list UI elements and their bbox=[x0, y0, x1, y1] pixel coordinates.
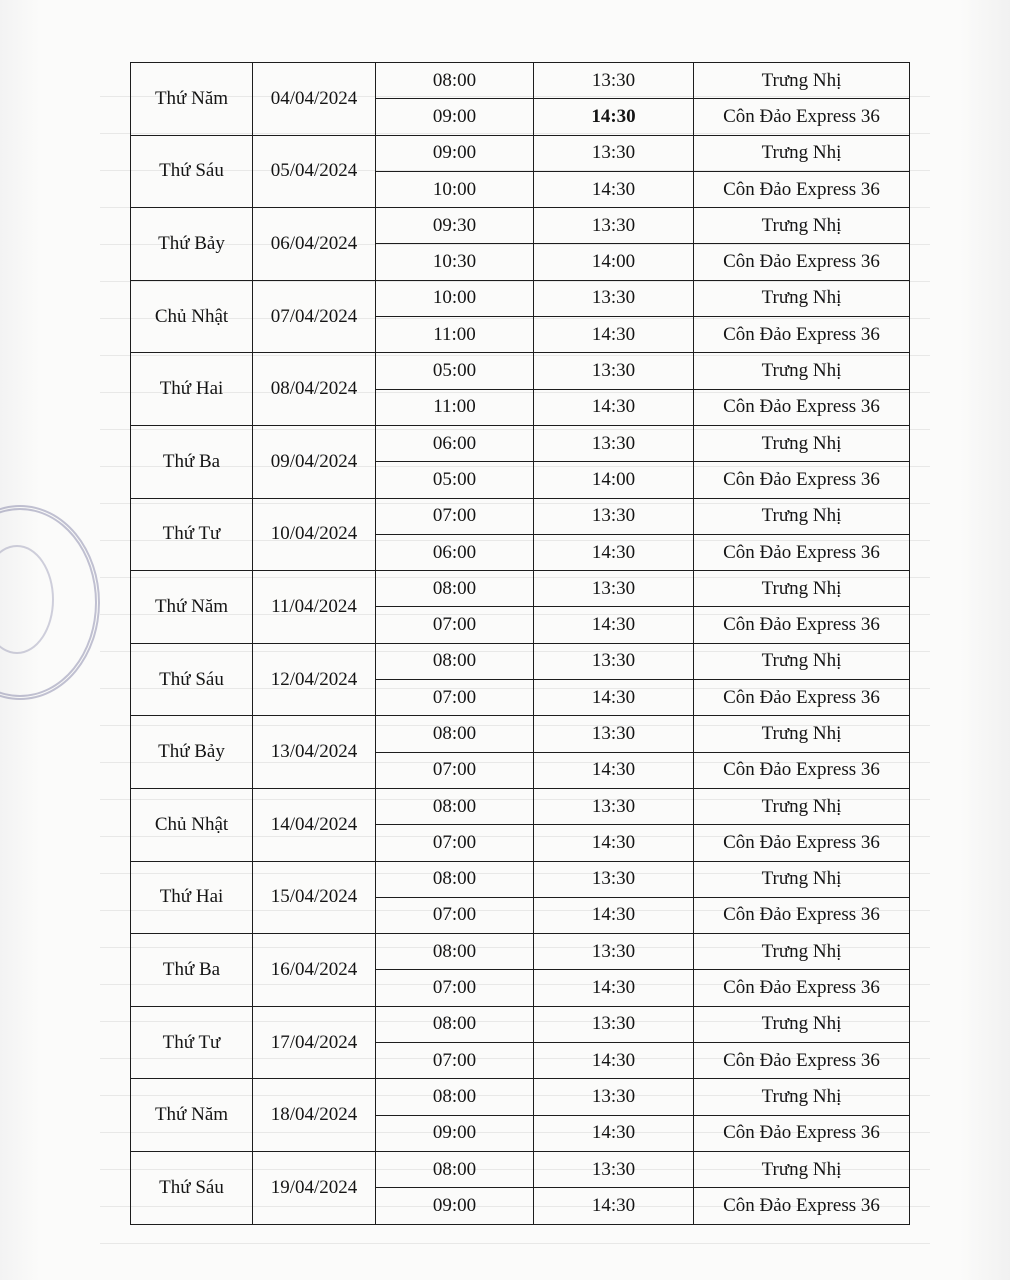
departure-time-cell: 09:30 bbox=[376, 208, 534, 244]
ship-name-cell: Trưng Nhị bbox=[694, 1079, 910, 1115]
day-of-week-cell: Thứ Hai bbox=[131, 861, 253, 934]
day-of-week-cell: Thứ Bảy bbox=[131, 208, 253, 281]
ship-name-cell: Côn Đảo Express 36 bbox=[694, 1043, 910, 1079]
table-row bbox=[131, 208, 910, 244]
day-of-week-cell: Thứ Hai bbox=[131, 353, 253, 426]
day-of-week-cell: Thứ Ba bbox=[131, 934, 253, 1007]
return-time-cell: 14:30 bbox=[534, 1115, 694, 1151]
return-time-cell: 14:30 bbox=[534, 1043, 694, 1079]
ship-name-cell: Trưng Nhị bbox=[694, 208, 910, 244]
table-row bbox=[131, 425, 910, 461]
ship-name-cell: Trưng Nhị bbox=[694, 353, 910, 389]
departure-time-cell: 07:00 bbox=[376, 607, 534, 643]
ship-name-cell: Côn Đảo Express 36 bbox=[694, 897, 910, 933]
return-time-cell: 13:30 bbox=[534, 571, 694, 607]
departure-time-cell: 05:00 bbox=[376, 462, 534, 498]
return-time-cell: 13:30 bbox=[534, 353, 694, 389]
ship-name-cell: Côn Đảo Express 36 bbox=[694, 462, 910, 498]
day-of-week-cell: Thứ Bảy bbox=[131, 716, 253, 789]
departure-time-cell: 08:00 bbox=[376, 1006, 534, 1042]
return-time-cell: 13:30 bbox=[534, 643, 694, 679]
table-row bbox=[131, 63, 910, 99]
day-of-week-cell: Chủ Nhật bbox=[131, 280, 253, 353]
day-of-week-cell: Thứ Ba bbox=[131, 425, 253, 498]
day-of-week-cell: Thứ Sáu bbox=[131, 1151, 253, 1224]
date-cell: 14/04/2024 bbox=[253, 788, 376, 861]
date-cell: 08/04/2024 bbox=[253, 353, 376, 426]
return-time-cell: 13:30 bbox=[534, 498, 694, 534]
day-of-week-cell: Thứ Năm bbox=[131, 571, 253, 644]
day-of-week-cell: Thứ Sáu bbox=[131, 135, 253, 208]
ship-name-cell: Côn Đảo Express 36 bbox=[694, 99, 910, 135]
date-cell: 11/04/2024 bbox=[253, 571, 376, 644]
date-cell: 04/04/2024 bbox=[253, 63, 376, 136]
return-time-cell: 14:00 bbox=[534, 244, 694, 280]
table-row bbox=[131, 353, 910, 389]
date-cell: 13/04/2024 bbox=[253, 716, 376, 789]
ship-name-cell: Trưng Nhị bbox=[694, 643, 910, 679]
return-time-cell: 13:30 bbox=[534, 716, 694, 752]
return-time-cell: 14:30 bbox=[534, 99, 694, 135]
ship-name-cell: Côn Đảo Express 36 bbox=[694, 389, 910, 425]
departure-time-cell: 07:00 bbox=[376, 970, 534, 1006]
return-time-cell: 14:30 bbox=[534, 389, 694, 425]
ship-name-cell: Trưng Nhị bbox=[694, 716, 910, 752]
table-row bbox=[131, 643, 910, 679]
departure-time-cell: 08:00 bbox=[376, 1151, 534, 1187]
departure-time-cell: 07:00 bbox=[376, 1043, 534, 1079]
return-time-cell: 13:30 bbox=[534, 208, 694, 244]
return-time-cell: 14:30 bbox=[534, 534, 694, 570]
ship-name-cell: Côn Đảo Express 36 bbox=[694, 1115, 910, 1151]
ship-name-cell: Côn Đảo Express 36 bbox=[694, 752, 910, 788]
return-time-cell: 13:30 bbox=[534, 63, 694, 99]
return-time-cell: 13:30 bbox=[534, 135, 694, 171]
table-row bbox=[131, 788, 910, 824]
day-of-week-cell: Thứ Năm bbox=[131, 63, 253, 136]
departure-time-cell: 11:00 bbox=[376, 317, 534, 353]
table-row bbox=[131, 861, 910, 897]
ship-name-cell: Côn Đảo Express 36 bbox=[694, 607, 910, 643]
return-time-cell: 14:30 bbox=[534, 752, 694, 788]
departure-time-cell: 08:00 bbox=[376, 63, 534, 99]
departure-time-cell: 09:00 bbox=[376, 135, 534, 171]
day-of-week-cell: Chủ Nhật bbox=[131, 788, 253, 861]
departure-time-cell: 07:00 bbox=[376, 752, 534, 788]
departure-time-cell: 07:00 bbox=[376, 825, 534, 861]
table-row bbox=[131, 1151, 910, 1187]
ship-name-cell: Trưng Nhị bbox=[694, 63, 910, 99]
departure-time-cell: 08:00 bbox=[376, 788, 534, 824]
ship-name-cell: Trưng Nhị bbox=[694, 934, 910, 970]
day-of-week-cell: Thứ Sáu bbox=[131, 643, 253, 716]
return-time-cell: 13:30 bbox=[534, 1151, 694, 1187]
date-cell: 15/04/2024 bbox=[253, 861, 376, 934]
return-time-cell: 14:30 bbox=[534, 1188, 694, 1224]
ship-name-cell: Côn Đảo Express 36 bbox=[694, 970, 910, 1006]
ship-name-cell: Trưng Nhị bbox=[694, 135, 910, 171]
ship-name-cell: Côn Đảo Express 36 bbox=[694, 1188, 910, 1224]
ship-name-cell: Côn Đảo Express 36 bbox=[694, 680, 910, 716]
schedule-body bbox=[131, 63, 910, 1225]
departure-time-cell: 08:00 bbox=[376, 643, 534, 679]
return-time-cell: 13:30 bbox=[534, 280, 694, 316]
departure-time-cell: 06:00 bbox=[376, 534, 534, 570]
date-cell: 17/04/2024 bbox=[253, 1006, 376, 1079]
return-time-cell: 13:30 bbox=[534, 934, 694, 970]
ship-name-cell: Trưng Nhị bbox=[694, 788, 910, 824]
ship-name-cell: Côn Đảo Express 36 bbox=[694, 825, 910, 861]
departure-time-cell: 09:00 bbox=[376, 99, 534, 135]
return-time-cell: 14:30 bbox=[534, 607, 694, 643]
ferry-schedule-table bbox=[130, 62, 910, 1225]
return-time-cell: 14:30 bbox=[534, 970, 694, 1006]
date-cell: 16/04/2024 bbox=[253, 934, 376, 1007]
table-row bbox=[131, 571, 910, 607]
table-row bbox=[131, 716, 910, 752]
return-time-cell: 14:30 bbox=[534, 171, 694, 207]
return-time-cell: 14:30 bbox=[534, 317, 694, 353]
return-time-cell: 13:30 bbox=[534, 425, 694, 461]
return-time-cell: 14:30 bbox=[534, 680, 694, 716]
ship-name-cell: Trưng Nhị bbox=[694, 861, 910, 897]
departure-time-cell: 08:00 bbox=[376, 571, 534, 607]
departure-time-cell: 08:00 bbox=[376, 1079, 534, 1115]
return-time-cell: 14:00 bbox=[534, 462, 694, 498]
ship-name-cell: Côn Đảo Express 36 bbox=[694, 171, 910, 207]
departure-time-cell: 10:30 bbox=[376, 244, 534, 280]
ship-name-cell: Côn Đảo Express 36 bbox=[694, 317, 910, 353]
return-time-cell: 13:30 bbox=[534, 788, 694, 824]
departure-time-cell: 08:00 bbox=[376, 934, 534, 970]
return-time-cell: 13:30 bbox=[534, 861, 694, 897]
day-of-week-cell: Thứ Năm bbox=[131, 1079, 253, 1152]
table-row bbox=[131, 280, 910, 316]
departure-time-cell: 08:00 bbox=[376, 716, 534, 752]
departure-time-cell: 08:00 bbox=[376, 861, 534, 897]
departure-time-cell: 10:00 bbox=[376, 280, 534, 316]
date-cell: 07/04/2024 bbox=[253, 280, 376, 353]
ship-name-cell: Trưng Nhị bbox=[694, 1006, 910, 1042]
bleed-line bbox=[100, 1244, 930, 1260]
table-row bbox=[131, 135, 910, 171]
day-of-week-cell: Thứ Tư bbox=[131, 1006, 253, 1079]
date-cell: 12/04/2024 bbox=[253, 643, 376, 716]
date-cell: 05/04/2024 bbox=[253, 135, 376, 208]
ship-name-cell: Trưng Nhị bbox=[694, 571, 910, 607]
ship-name-cell: Trưng Nhị bbox=[694, 280, 910, 316]
departure-time-cell: 11:00 bbox=[376, 389, 534, 425]
table-row bbox=[131, 934, 910, 970]
date-cell: 19/04/2024 bbox=[253, 1151, 376, 1224]
departure-time-cell: 06:00 bbox=[376, 425, 534, 461]
table-row bbox=[131, 1079, 910, 1115]
table-row bbox=[131, 1006, 910, 1042]
return-time-cell: 14:30 bbox=[534, 897, 694, 933]
departure-time-cell: 07:00 bbox=[376, 897, 534, 933]
ship-name-cell: Côn Đảo Express 36 bbox=[694, 244, 910, 280]
ship-name-cell: Trưng Nhị bbox=[694, 498, 910, 534]
return-time-cell: 14:30 bbox=[534, 825, 694, 861]
departure-time-cell: 07:00 bbox=[376, 680, 534, 716]
departure-time-cell: 07:00 bbox=[376, 498, 534, 534]
departure-time-cell: 10:00 bbox=[376, 171, 534, 207]
departure-time-cell: 09:00 bbox=[376, 1115, 534, 1151]
ship-name-cell: Côn Đảo Express 36 bbox=[694, 534, 910, 570]
return-time-cell: 13:30 bbox=[534, 1006, 694, 1042]
day-of-week-cell: Thứ Tư bbox=[131, 498, 253, 571]
return-time-cell: 13:30 bbox=[534, 1079, 694, 1115]
departure-time-cell: 05:00 bbox=[376, 353, 534, 389]
table-row bbox=[131, 498, 910, 534]
ship-name-cell: Trưng Nhị bbox=[694, 425, 910, 461]
date-cell: 09/04/2024 bbox=[253, 425, 376, 498]
ship-name-cell: Trưng Nhị bbox=[694, 1151, 910, 1187]
date-cell: 06/04/2024 bbox=[253, 208, 376, 281]
departure-time-cell: 09:00 bbox=[376, 1188, 534, 1224]
date-cell: 18/04/2024 bbox=[253, 1079, 376, 1152]
date-cell: 10/04/2024 bbox=[253, 498, 376, 571]
